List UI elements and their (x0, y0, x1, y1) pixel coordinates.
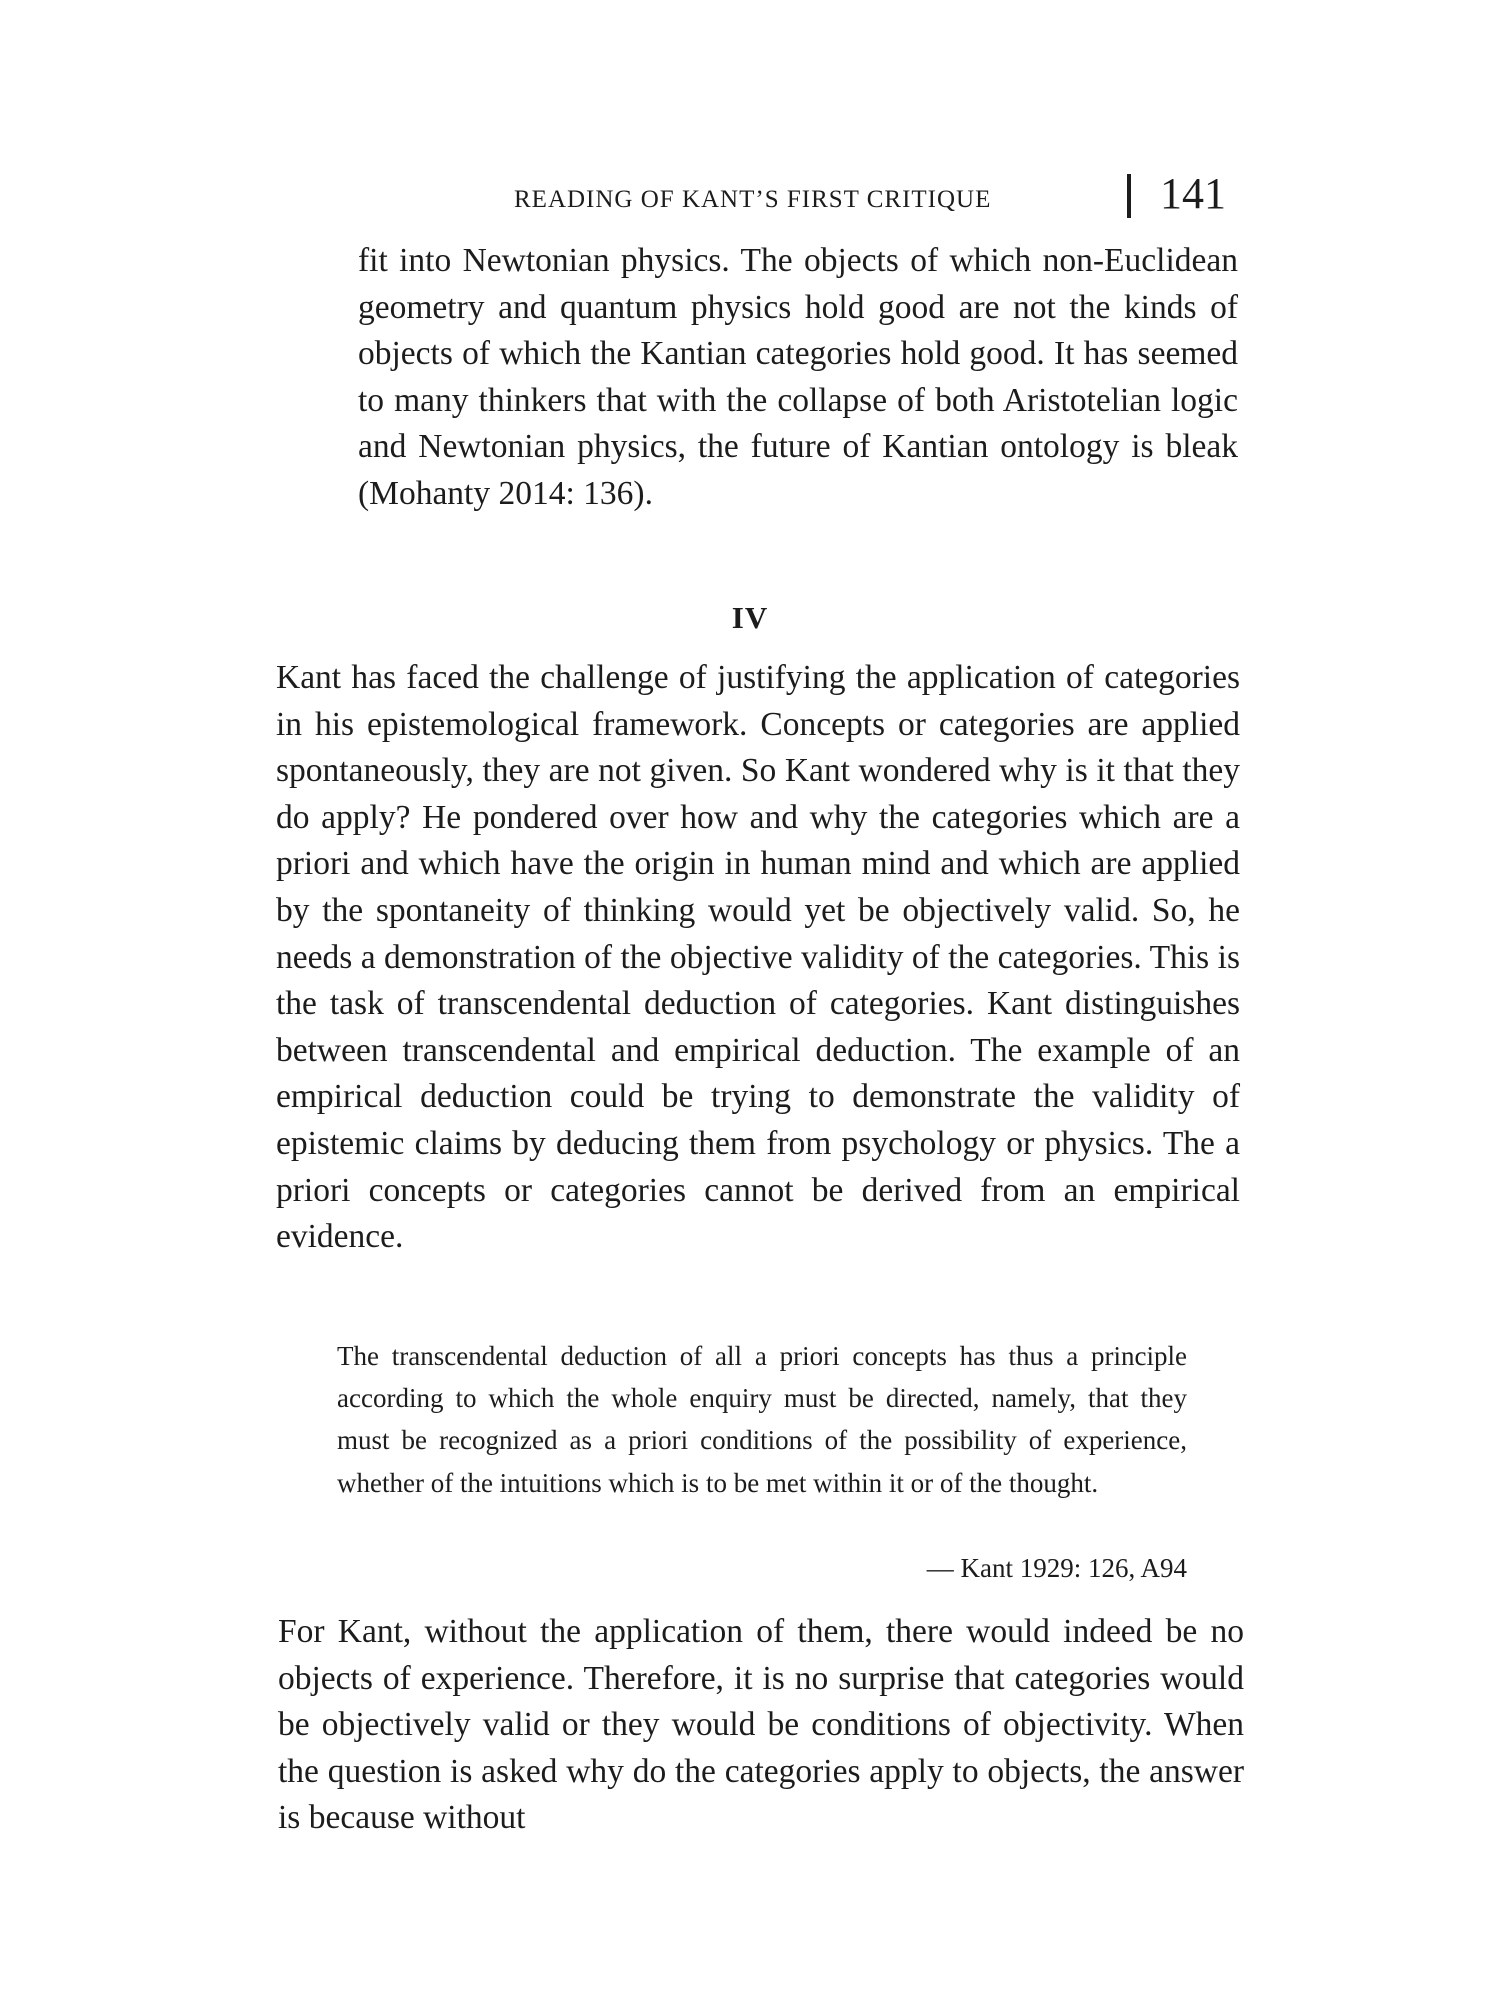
page-header (500, 169, 1240, 222)
page-number: 141 (1160, 169, 1226, 218)
paragraph-section-iv: Kant has faced the challenge of justifying the application of categories in his epistemological framework. Concepts or categories are applied spontaneously, they are not given. So Kant wondered why is it that they do apply? He pondered over how and why the categories which are a priori and which have the origin in human mind and which are applied by the spontaneity of thinking would yet be objectively valid. So, he needs a demonstration of the objective validity of the categories. This is the task of transcendental deduction of categories. Kant distinguishes between transcendental and empirical deduction. The example of an empirical deduction could be trying to demonstrate the validity of epistemic claims by deducing them from psychology or physics. The a priori concepts or categories cannot be derived from an empirical evidence. (276, 659, 1240, 1256)
running-head: READING OF KANT’S FIRST CRITIQUE (514, 186, 992, 213)
section-heading: IV (731, 600, 769, 635)
header-divider (1127, 174, 1131, 218)
quote-citation: — Kant 1929: 126, A94 (926, 1553, 1187, 1583)
paragraph-continued: fit into Newtonian physics. The objects of which non-Euclidean geometry and quantum physics hold good are not the kinds of objects of which the Kantian categories hold good. It has seemed to many thinkers that with the collapse of both Aristotelian logic and Newtonian physics, the future of Kantian ontology is bleak (Mohanty 2014: 136). (358, 242, 1238, 512)
block-quote: The transcendental deduction of all a priori concepts has thus a principle according to which the whole enquiry must be directed, namely, that they must be recognized as a priori conditions of the possibility of experience, whether of the intuitions which is to be met within it or of the thought. (337, 1341, 1187, 1498)
paragraph-final: For Kant, without the application of them, there would indeed be no objects of experience. Therefore, it is no surprise that categories would be objectively valid or they would be conditions of objectivity. When the question is asked why do the categories apply to objects, the answer is because without (278, 1613, 1244, 1837)
